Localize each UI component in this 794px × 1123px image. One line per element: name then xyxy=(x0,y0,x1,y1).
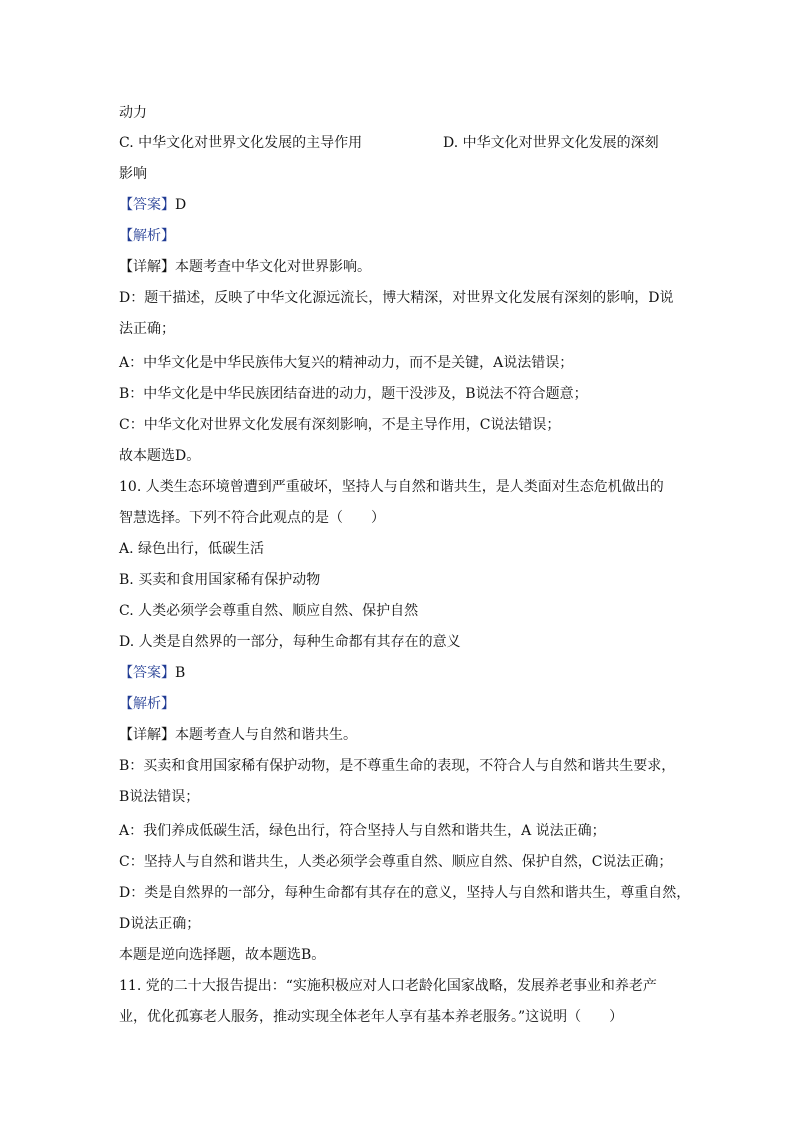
q10-stem: 10. 人类生态环境曾遭到严重破坏，坚持人与自然和谐共生，是人类面对生态危机做出的 xyxy=(119,479,664,495)
q9-option-d-tail: 影响 xyxy=(119,166,147,182)
q10-analysis-heading xyxy=(119,694,175,714)
q10-explanation-line: D：类是自然界的一部分，每种生命都有其存在的意义，坚持人与自然和谐共生，尊重自然， xyxy=(119,885,691,901)
q10-option-a: A. 绿色出行，低碳生活 xyxy=(119,541,265,557)
q10-answer xyxy=(119,663,185,683)
detail-intro: 本题考查人与自然和谐共生。 xyxy=(175,727,357,743)
q10-option-c: C. 人类必须学会尊重自然、顺应自然、保护自然 xyxy=(119,603,419,619)
q9-explanation-line: B：中华文化是中华民族团结奋进的动力，题干没涉及，B说法不符合题意； xyxy=(119,386,588,402)
q9-option-c: C. 中华文化对世界文化发展的主导作用 xyxy=(119,135,363,151)
detail-tag: 【详解】 xyxy=(119,259,175,275)
q10-option-b: B. 买卖和食用国家稀有保护动物 xyxy=(119,572,321,588)
q9-option-d: D. 中华文化对世界文化发展的深刻 xyxy=(443,135,659,151)
q9-explanation-line: 故本题选D。 xyxy=(119,448,201,464)
detail-intro: 本题考查中华文化对世界影响。 xyxy=(175,259,371,275)
q10-explanation-line: D说法正确； xyxy=(119,916,201,932)
answer-tag: 【答案】 xyxy=(119,665,175,681)
analysis-tag: 【解析】 xyxy=(119,696,175,712)
answer-value: D xyxy=(175,197,187,213)
q10-explanation-line: B：买卖和食用国家稀有保护动物，是不尊重生命的表现，不符合人与自然和谐共生要求， xyxy=(119,758,676,774)
q9-answer xyxy=(119,195,186,215)
q9-explanation-line: D：题干描述，反映了中华文化源远流长，博大精深，对世界文化发展有深刻的影响，D说 xyxy=(119,290,674,306)
q10-detail xyxy=(119,725,357,745)
q10-explanation-line: B说法错误； xyxy=(119,789,200,805)
q11-stem: 11. 党的二十大报告提出：“实施积极应对人口老龄化国家战略，发展养老事业和养老产 xyxy=(119,978,657,994)
q10-explanation-line: A：我们养成低碳生活，绿色出行，符合坚持人与自然和谐共生，A 说法正确； xyxy=(119,823,606,839)
q9-explanation-line: 法正确； xyxy=(119,321,175,337)
q9-explanation-line: C：中华文化对世界文化发展有深刻影响，不是主导作用，C说法错误； xyxy=(119,417,561,433)
answer-value: B xyxy=(175,665,186,681)
q10-option-d: D. 人类是自然界的一部分，每种生命都有其存在的意义 xyxy=(119,634,461,650)
q9-explanation-line: A：中华文化是中华民族伟大复兴的精神动力，而不是关键，A说法错误； xyxy=(119,355,574,371)
q9-detail xyxy=(119,257,371,277)
q10-stem-cont: 智慧选择。下列不符合此观点的是（ ） xyxy=(119,510,385,526)
analysis-tag: 【解析】 xyxy=(119,228,175,244)
q9-option-b-tail: 动力 xyxy=(119,105,147,121)
q10-explanation-line: 本题是逆向选择题，故本题选B。 xyxy=(119,947,326,963)
q9-analysis-heading xyxy=(119,226,175,246)
q10-explanation-line: C：坚持人与自然和谐共生，人类必须学会尊重自然、顺应自然、保护自然，C说法正确； xyxy=(119,854,673,870)
detail-tag: 【详解】 xyxy=(119,727,175,743)
answer-tag: 【答案】 xyxy=(119,197,175,213)
q11-stem-cont: 业，优化孤寡老人服务，推动实现全体老年人享有基本养老服务。”这说明（ ） xyxy=(119,1009,624,1025)
